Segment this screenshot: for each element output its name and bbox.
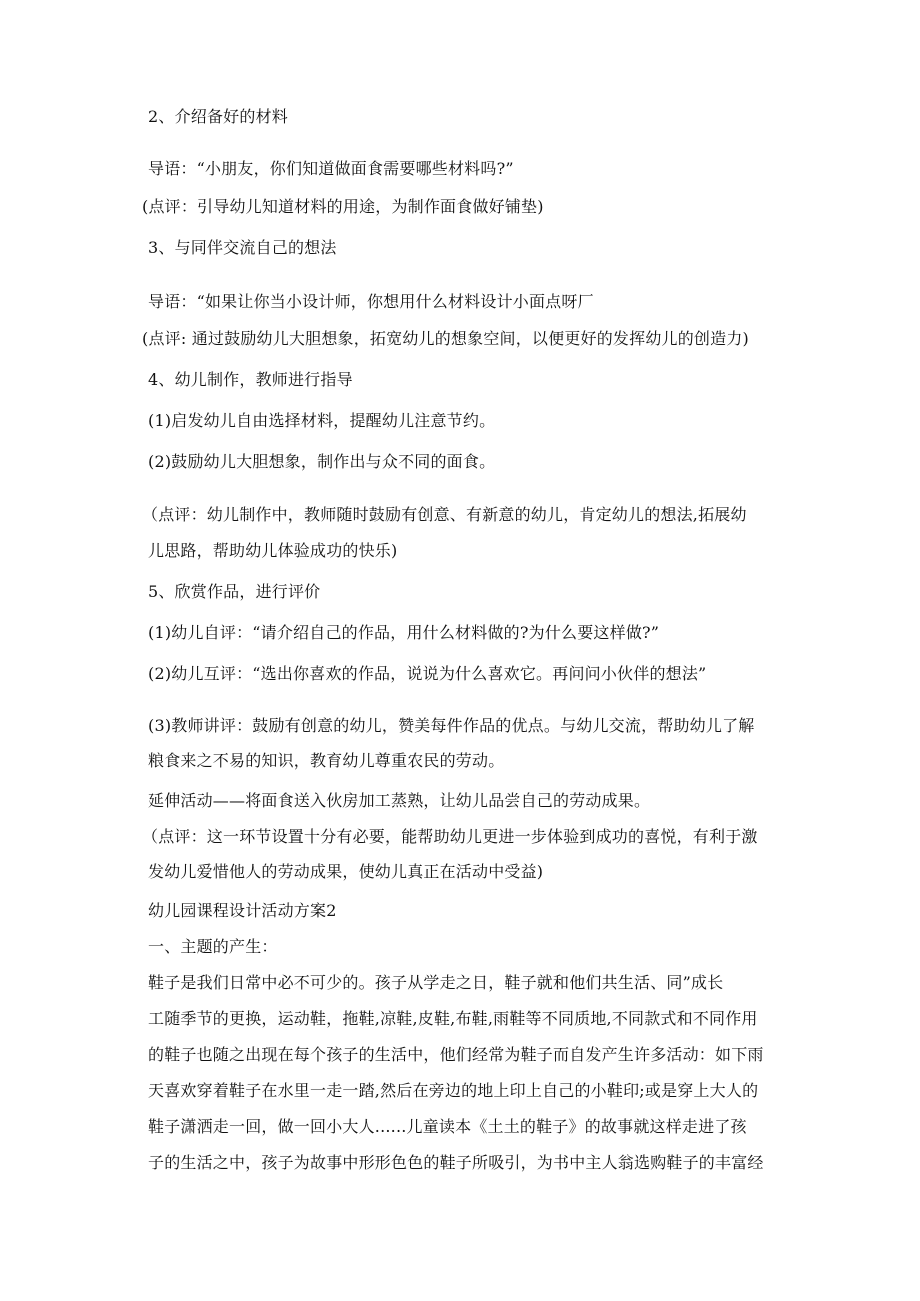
text-line: 儿思路，帮助幼儿体验成功的快乐) xyxy=(148,541,398,560)
text-line: (点评: 通过鼓励幼儿大胆想象，拓宽幼儿的想象空间，以便更好的发挥幼儿的创造力) xyxy=(142,329,749,348)
text-line: 导语：“如果让你当小设计师，你想用什么材料设计小面点呀厂 xyxy=(148,292,594,311)
text-line: (3)教师讲评：鼓励有创意的幼儿，赞美每件作品的优点。与幼儿交流，帮助幼儿了解 xyxy=(148,716,755,735)
text-line: 子的生活之中，孩子为故事中形形色色的鞋子所吸引，为书中主人翁选购鞋子的丰富经 xyxy=(148,1153,764,1172)
text-line: 导语：“小朋友，你们知道做面食需要哪些材料吗?” xyxy=(148,159,514,178)
text-line: 鞋子潇洒走一回，做一回小大人......儿童读本《土土的鞋子》的故事就这样走进了孩 xyxy=(148,1117,747,1136)
text-line: 2、介绍备好的材料 xyxy=(148,107,288,126)
text-line: 发幼儿爱惜他人的劳动成果，使幼儿真正在活动中受益) xyxy=(148,862,544,881)
text-line: (点评：引导幼儿知道材料的用途，为制作面食做好铺垫) xyxy=(142,197,544,216)
text-line: 鞋子是我们日常中必不可少的。孩子从学走之日，鞋子就和他们共生活、同”成长 xyxy=(148,973,724,992)
text-line: (2)幼儿互评：“选出你喜欢的作品，说说为什么喜欢它。再问问小伙伴的想法” xyxy=(148,664,707,683)
text-line: 5、欣赏作品，进行评价 xyxy=(148,582,321,601)
text-line: (1)幼儿自评：“请介绍自己的作品，用什么材料做的?为什么要这样做?” xyxy=(148,623,660,642)
text-line: (2)鼓励幼儿大胆想象，制作出与众不同的面食。 xyxy=(148,452,496,471)
text-line: 工随季节的更换，运动鞋，拖鞋,凉鞋,皮鞋,布鞋,雨鞋等不同质地,不同款式和不同作用 xyxy=(148,1009,758,1028)
text-line: 的鞋子也随之出现在每个孩子的生活中，他们经常为鞋子而自发产生许多活动：如下雨 xyxy=(148,1045,764,1064)
text-line: 天喜欢穿着鞋子在水里一走一踏,然后在旁边的地上印上自己的小鞋印;或是穿上大人的 xyxy=(148,1081,759,1100)
text-line: 3、与同伴交流自己的想法 xyxy=(148,238,337,257)
text-line: 4、幼儿制作，教师进行指导 xyxy=(148,370,353,389)
text-line: （点评：这一环节设置十分有必要，能帮助幼儿更进一步体验到成功的喜悦，有利于激 xyxy=(142,827,758,846)
text-line: （点评：幼儿制作中，教师随时鼓励有创意、有新意的幼儿，肯定幼儿的想法,拓展幼 xyxy=(142,505,747,524)
text-line: 延伸活动——将面食送入伙房加工蒸熟，让幼儿品尝自己的劳动成果。 xyxy=(148,791,651,810)
section-title: 幼儿园课程设计活动方案2 xyxy=(148,901,337,920)
text-line: 粮食来之不易的知识，教育幼儿尊重农民的劳动。 xyxy=(148,751,505,770)
text-line: 一、主题的产生： xyxy=(148,937,278,956)
text-line: (1)启发幼儿自由选择材料，提醒幼儿注意节约。 xyxy=(148,411,496,430)
